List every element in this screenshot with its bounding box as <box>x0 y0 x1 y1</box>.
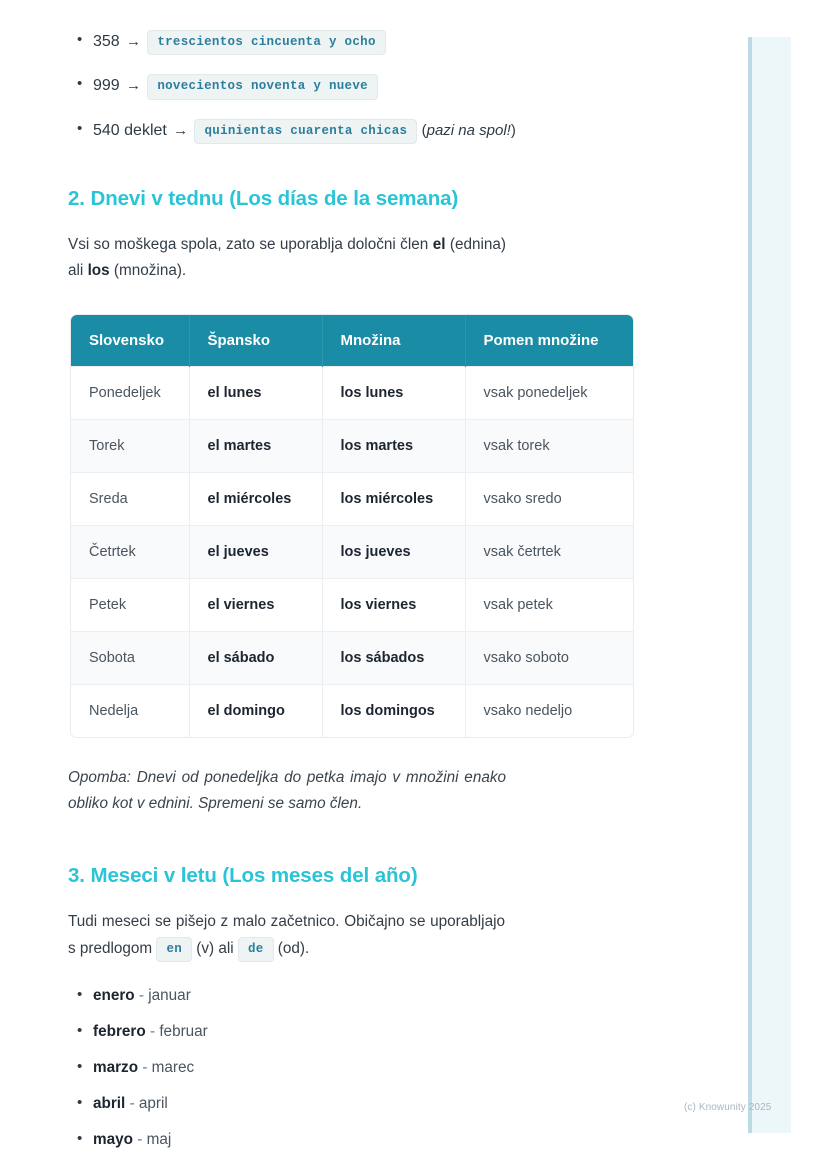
cell-pomen: vsak četrtek <box>465 525 633 578</box>
days-note-paragraph: Opomba: Dnevi od ponedeljka do petka imajo v množini enako obliko kot v ednini. Spremeni se samo člen. <box>68 768 506 813</box>
list-item <box>0 1095 700 1113</box>
cell-slovensko: Nedelja <box>71 684 189 737</box>
cell-spansko: el martes <box>189 419 322 472</box>
preposition-chip-en: en <box>156 937 192 962</box>
list-item <box>0 74 700 99</box>
cell-slovensko: Petek <box>71 578 189 631</box>
cell-spansko: el viernes <box>189 578 322 631</box>
cell-slovensko: Sreda <box>71 472 189 525</box>
table-body <box>71 366 633 737</box>
table-row <box>71 472 633 525</box>
table-header-row <box>71 315 633 367</box>
cell-slovensko: Sobota <box>71 631 189 684</box>
numbers-examples-list <box>0 30 700 144</box>
section-heading-days: 2. Dnevi v tednu (Los días de la semana) <box>68 187 459 211</box>
month-spanish: abril <box>93 1094 126 1112</box>
list-item <box>0 1059 700 1077</box>
table-row <box>71 366 633 419</box>
cell-spansko: el domingo <box>189 684 322 737</box>
month-dash: - <box>149 1022 156 1040</box>
months-list <box>0 987 700 1149</box>
month-slovenian: april <box>138 1094 168 1112</box>
article-los: los <box>87 262 110 280</box>
month-dash: - <box>142 1058 148 1076</box>
number-value: 540 deklet <box>93 121 167 139</box>
cell-mnozina: los jueves <box>322 525 465 578</box>
days-table-container <box>0 315 700 737</box>
days-table <box>71 315 633 737</box>
column-header-slovensko: Slovensko <box>71 315 189 367</box>
cell-pomen: vsak torek <box>465 419 633 472</box>
cell-mnozina: los viernes <box>322 578 465 631</box>
copyright-watermark: (c) Knowunity 2025 <box>684 1102 772 1113</box>
list-item <box>0 1023 700 1041</box>
month-dash: - <box>129 1094 135 1112</box>
table-row <box>71 419 633 472</box>
gender-warning-note: (pazi na spol!) <box>421 121 516 139</box>
days-intro-paragraph: Vsi so moškega spola, zato se uporablja določni člen el (ednina) ali los (množina). <box>68 236 507 280</box>
article-el: el <box>432 236 446 254</box>
arrow-icon: → <box>126 77 142 95</box>
month-spanish: mayo <box>93 1130 133 1148</box>
month-spanish: marzo <box>93 1058 139 1076</box>
cell-spansko: el jueves <box>189 525 322 578</box>
spanish-code-chip: novecientos noventa y nueve <box>147 74 378 99</box>
cell-pomen: vsak ponedeljek <box>465 366 633 419</box>
right-side-panel <box>748 37 791 1133</box>
cell-pomen: vsako nedeljo <box>465 684 633 737</box>
list-item <box>0 987 700 1005</box>
section-heading-months: 3. Meseci v letu (Los meses del año) <box>68 864 418 888</box>
arrow-icon: → <box>126 33 142 50</box>
months-intro-paragraph: Tudi meseci se pišejo z malo začetnico. Običajno se uporabljajo s predlogom en (v) ali de (od). <box>0 909 700 962</box>
list-item <box>0 1131 700 1149</box>
preposition-chip-de: de <box>238 937 274 962</box>
cell-slovensko: Četrtek <box>71 525 189 578</box>
cell-mnozina: los sábados <box>322 631 465 684</box>
cell-pomen: vsak petek <box>465 578 633 631</box>
cell-mnozina: los miércoles <box>322 472 465 525</box>
cell-slovensko: Ponedeljek <box>71 366 189 419</box>
table-row <box>71 631 633 684</box>
column-header-mnozina: Množina <box>322 315 465 367</box>
cell-pomen: vsako soboto <box>465 631 633 684</box>
cell-mnozina: los martes <box>322 419 465 472</box>
column-header-spansko: Špansko <box>189 315 322 367</box>
gender-warning-italic: pazi na spol! <box>426 121 511 139</box>
arrow-icon: → <box>173 121 189 139</box>
cell-mnozina: los lunes <box>322 366 465 419</box>
spanish-code-chip: quinientas cuarenta chicas <box>194 119 417 144</box>
month-spanish: febrero <box>93 1022 146 1040</box>
cell-pomen: vsako sredo <box>465 472 633 525</box>
cell-slovensko: Torek <box>71 419 189 472</box>
cell-spansko: el miércoles <box>189 472 322 525</box>
number-value: 358 <box>93 33 120 50</box>
cell-spansko: el sábado <box>189 631 322 684</box>
month-dash: - <box>138 986 145 1004</box>
cell-spansko: el lunes <box>189 366 322 419</box>
month-slovenian: maj <box>146 1130 172 1148</box>
spanish-code-chip: trescientos cincuenta y ocho <box>147 30 385 55</box>
list-item <box>0 119 700 144</box>
month-spanish: enero <box>93 986 135 1004</box>
number-value: 999 <box>93 77 120 95</box>
table-header <box>71 315 633 367</box>
month-dash: - <box>137 1130 143 1148</box>
table-row <box>71 578 633 631</box>
month-slovenian: januar <box>148 986 191 1004</box>
table-row <box>71 525 633 578</box>
list-item <box>0 30 700 55</box>
month-slovenian: marec <box>151 1058 195 1076</box>
month-slovenian: februar <box>159 1022 208 1040</box>
cell-mnozina: los domingos <box>322 684 465 737</box>
table-row <box>71 684 633 737</box>
column-header-pomen-mnozine: Pomen množine <box>465 315 633 367</box>
